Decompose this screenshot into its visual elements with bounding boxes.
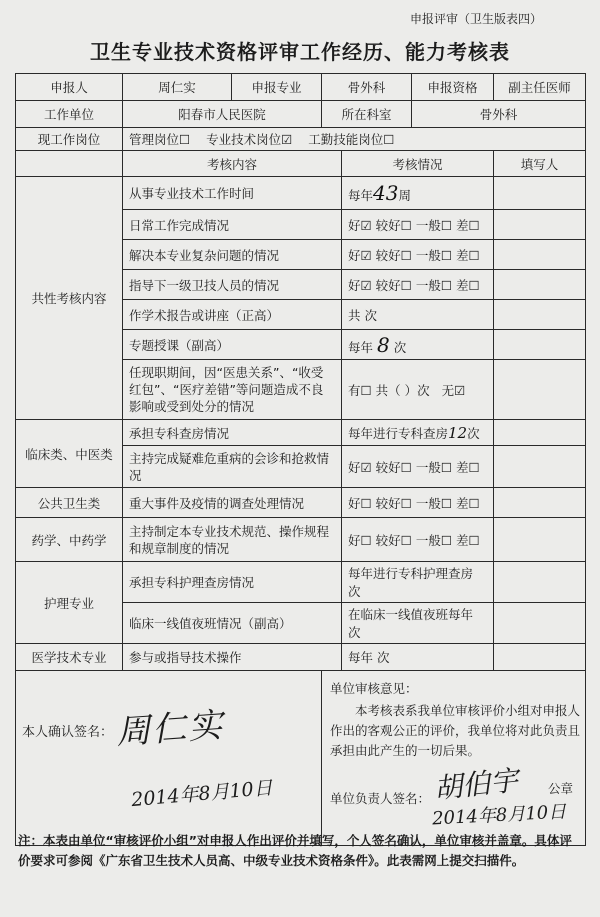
qualification-value: 副主任医师 [494,74,586,101]
row-status: 有☐ 共（ ）次 无☑ [342,360,494,420]
row-filler [494,420,586,446]
category-medtech: 医学技术专业 [16,644,123,671]
row-filler [494,562,586,603]
row-filler [494,360,586,420]
row-filler [494,644,586,671]
row-filler [494,603,586,644]
row-status: 每年进行专科查房12次 [342,420,494,446]
unit-head-label: 单位负责人签名： [330,791,431,806]
row-filler [494,240,586,270]
unit-sign-date: 2014年8月10日 [431,801,567,830]
table-row [16,562,586,603]
column-filler: 填写人 [494,151,586,177]
row-status: 好☑ 较好☐ 一般☐ 差☐ [342,446,494,488]
unit-opinion-text: 本考核表系我单位审核评价小组对申报人作出的客观公正的评价，我单位将对此负责且承担由此产生的一切后果。 [330,703,581,758]
post-option-management: 管理岗位☐ [129,132,191,147]
column-status: 考核情况 [342,151,494,177]
row-item: 重大事件及疫情的调查处理情况 [123,488,342,518]
unit-opinion-label: 单位审核意见： [330,681,418,696]
category-public-health: 公共卫生类 [16,488,123,518]
post-label: 现工作岗位 [16,128,123,151]
row-status: 好☑ 较好☐ 一般☐ 差☐ [342,270,494,300]
row-item: 日常工作完成情况 [123,210,342,240]
post-options [123,128,586,151]
row-status: 每年进行专科护理查房 次 [342,562,494,603]
post-option-support: 工勤技能岗位☐ [308,132,395,147]
row-item: 从事专业技术工作时间 [123,177,342,210]
unit-head-signature: 胡伯宇 [432,763,520,806]
dept-label: 所在科室 [322,101,412,128]
qualification-label: 申报资格 [412,74,494,101]
form-code: 申报评审（卫生版表四） [410,12,543,26]
row-status: 好☐ 较好☐ 一般☐ 差☐ [342,488,494,518]
table-row [16,420,586,446]
unit-value: 阳春市人民医院 [123,101,322,128]
column-content: 考核内容 [123,151,342,177]
row-item: 专题授课（副高） [123,330,342,360]
category-clinical: 临床类、中医类 [16,420,123,488]
self-sign-date: 2014年8月10日 [130,776,274,812]
row-filler [494,210,586,240]
row-item: 承担专科查房情况 [123,420,342,446]
page-title: 卫生专业技术资格评审工作经历、能力考核表 [90,40,510,64]
signature-row [16,671,586,846]
specialty-label: 申报专业 [232,74,322,101]
applicant-label: 申报人 [16,74,123,101]
row-filler [494,270,586,300]
specialty-value: 骨外科 [322,74,412,101]
row-status: 每年 次 [342,644,494,671]
unit-label: 工作单位 [16,101,123,128]
handwritten-lectures: 8 [377,332,390,357]
self-signature-cell [16,671,322,846]
row-status: 好☑ 较好☐ 一般☐ 差☐ [342,210,494,240]
table-row [16,177,586,210]
category-common: 共性考核内容 [16,177,123,420]
table-row [16,488,586,518]
row-item: 主持制定本专业技术规范、操作规程和规章制度的情况 [123,518,342,562]
self-signature: 周仁实 [114,705,226,753]
table-row [16,518,586,562]
category-pharmacy: 药学、中药学 [16,518,123,562]
row-item: 作学术报告或讲座（正高） [123,300,342,330]
footer-note: 注：本表由单位“审核评价小组”对申报人作出评价并填写，个人签名确认，单位审核并盖章。具体评价要求可参阅《广东省卫生技术人员高、中级专业技术资格条件》。此表需网上提交扫描件。 [18,833,572,868]
category-nursing: 护理专业 [16,562,123,644]
post-option-technical: 专业技术岗位☑ [206,132,293,147]
handwritten-weeks: 43 [373,181,399,205]
row-status: 每年43周 [342,177,494,210]
dept-value: 骨外科 [412,101,586,128]
assessment-table [15,73,586,846]
row-item: 临床一线值夜班情况（副高） [123,603,342,644]
seal-label: 公章 [548,781,574,796]
row-item: 参与或指导技术操作 [123,644,342,671]
row-item: 解决本专业复杂问题的情况 [123,240,342,270]
applicant-value: 周仁实 [123,74,232,101]
row-filler [494,330,586,360]
row-item: 指导下一级卫技人员的情况 [123,270,342,300]
handwritten-rounds: 12 [448,423,468,442]
info-row-unit [16,101,586,128]
column-header-row [16,151,586,177]
row-status: 在临床一线值夜班每年 次 [342,603,494,644]
row-status: 共 次 [342,300,494,330]
row-filler [494,518,586,562]
row-filler [494,300,586,330]
row-status: 每年 8 次 [342,330,494,360]
info-row-post [16,128,586,151]
row-item: 主持完成疑难危重病的会诊和抢救情况 [123,446,342,488]
info-row-applicant [16,74,586,101]
unit-opinion-cell [322,671,586,846]
row-filler [494,488,586,518]
row-item: 承担专科护理查房情况 [123,562,342,603]
row-item: 任现职期间，因“医患关系”、“收受红包”、“医疗差错”等问题造成不良影响或受到处分的情况 [123,360,342,420]
table-row [16,644,586,671]
row-filler [494,446,586,488]
row-status: 好☑ 较好☐ 一般☐ 差☐ [342,240,494,270]
row-filler [494,177,586,210]
row-status: 好☐ 较好☐ 一般☐ 差☐ [342,518,494,562]
self-sign-label: 本人确认签名： [22,725,114,740]
